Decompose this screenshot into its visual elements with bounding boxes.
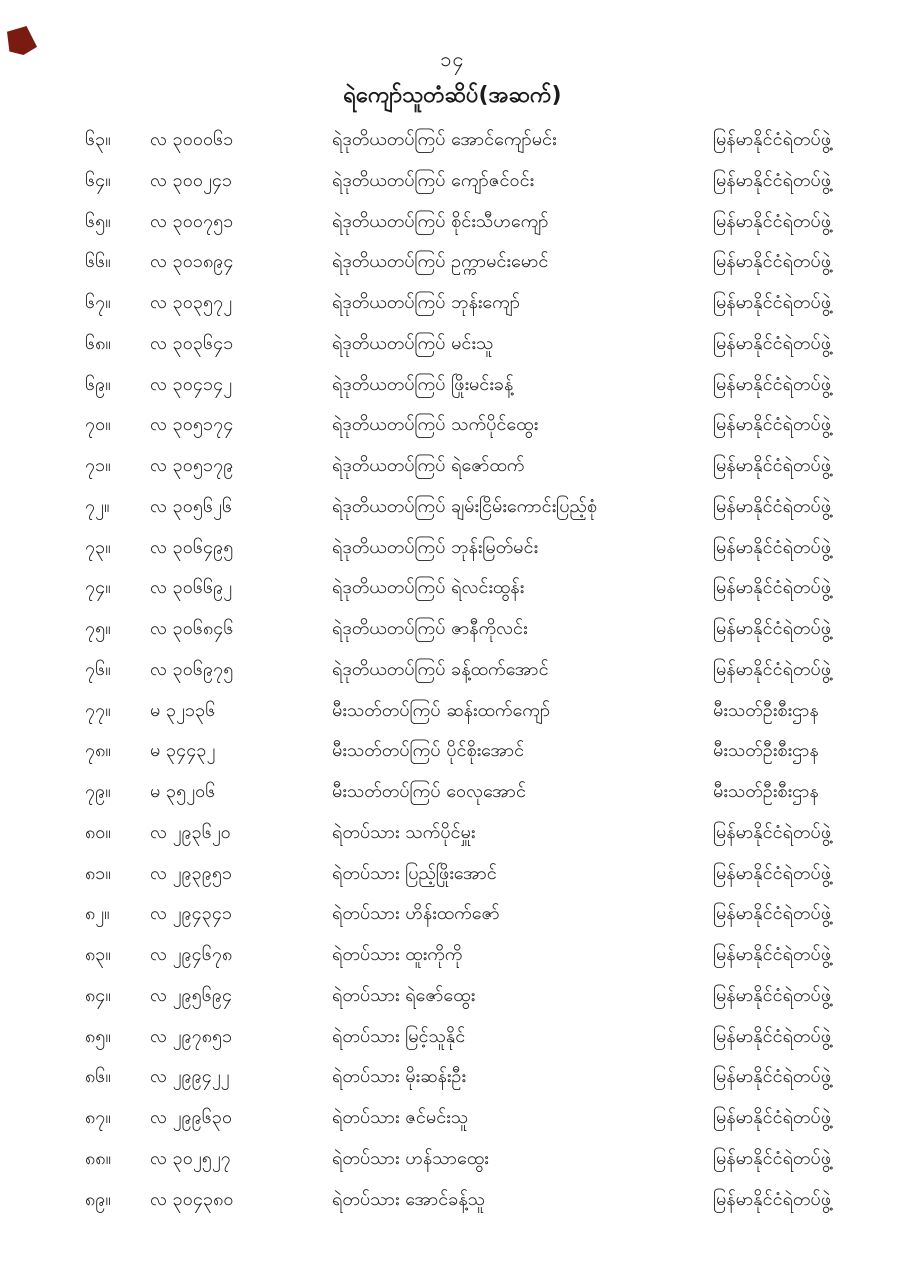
table-row: [0, 446, 905, 487]
row-service-code: လ ၃၀၆၄၉၅: [150, 536, 234, 558]
row-service-code: လ ၂၉၉၆၃၀: [150, 1107, 233, 1128]
row-service-code: လ ၃၀၆၈၄၆: [150, 618, 234, 639]
row-serial-number: ၈၀။: [85, 821, 111, 843]
row-rank-and-name: ရဲဒုတိယတပ်ကြပ် ကျော်ဇင်ဝင်း: [332, 169, 535, 191]
row-serial-number: ၇၃။: [85, 536, 111, 558]
row-organization: မြန်မာနိုင်ငံရဲတပ်ဖွဲ့: [713, 455, 831, 476]
table-row: [0, 161, 905, 202]
row-organization: မြန်မာနိုင်ငံရဲတပ်ဖွဲ့: [713, 536, 831, 558]
row-organization: မြန်မာနိုင်ငံရဲတပ်ဖွဲ့: [713, 373, 831, 395]
row-rank-and-name: ရဲတပ်သား ဟိန်းထက်ဇော်: [332, 903, 500, 925]
row-organization: မြန်မာနိုင်ငံရဲတပ်ဖွဲ့: [713, 1107, 831, 1128]
row-rank-and-name: ရဲဒုတိယတပ်ကြပ် ချမ်းငြိမ်းကောင်းပြည့်စုံ: [332, 495, 597, 517]
row-serial-number: ၈၇။: [85, 1107, 111, 1128]
row-organization: မြန်မာနိုင်ငံရဲတပ်ဖွဲ့: [713, 658, 831, 680]
row-service-code: လ ၂၉၅၆၉၄: [150, 984, 233, 1006]
table-row: [0, 487, 905, 528]
row-rank-and-name: ရဲဒုတိယတပ်ကြပ် ရဲလင်းထွန်း: [332, 577, 525, 599]
row-service-code: လ ၃၀၂၅၂၇: [150, 1147, 231, 1169]
row-service-code: မ ၃၂၁၃၆: [150, 699, 216, 721]
roll-table: [0, 120, 905, 1220]
row-organization: မြန်မာနိုင်ငံရဲတပ်ဖွဲ့: [713, 495, 831, 517]
row-service-code: လ ၃၀၄၁၄၂: [150, 373, 233, 395]
table-row: [0, 405, 905, 446]
row-service-code: မ ၃၅၂၀၆: [150, 781, 216, 802]
row-serial-number: ၆၆။: [85, 251, 111, 273]
row-organization: မြန်မာနိုင်ငံရဲတပ်ဖွဲ့: [713, 1025, 831, 1047]
row-serial-number: ၇၉။: [85, 781, 111, 802]
row-service-code: လ ၂၉၇၈၅၁: [150, 1025, 233, 1047]
row-serial-number: ၈၂။: [85, 903, 110, 925]
row-service-code: လ ၃၀၅၁၇၉: [150, 455, 234, 476]
table-row: [0, 1180, 905, 1221]
row-rank-and-name: မီးသတ်တပ်ကြပ် ပိုင်စိုးအောင်: [332, 740, 525, 762]
row-rank-and-name: ရဲတပ်သား ပြည့်ဖြိုးအောင်: [332, 862, 497, 884]
row-service-code: လ ၃၀၄၃၈၀: [150, 1188, 234, 1210]
row-rank-and-name: ရဲတပ်သား အောင်ခန့်သူ: [332, 1188, 486, 1210]
row-rank-and-name: ရဲဒုတိယတပ်ကြပ် ဘုန်းကျော်: [332, 292, 520, 313]
row-serial-number: ၆၃။: [85, 129, 111, 150]
table-row: [0, 202, 905, 243]
row-service-code: လ ၂၉၄၆၇၈: [150, 944, 233, 965]
row-serial-number: ၈၁။: [85, 862, 111, 884]
row-organization: မြန်မာနိုင်ငံရဲတပ်ဖွဲ့: [713, 169, 831, 191]
row-rank-and-name: ရဲတပ်သား ဟန်သာထွေး: [332, 1147, 489, 1169]
row-rank-and-name: ရဲတပ်သား မိုးဆန်းဦး: [332, 1066, 466, 1088]
row-service-code: လ ၃၀၀၀၆၁: [150, 129, 234, 150]
table-row: [0, 1139, 905, 1180]
row-organization: မြန်မာနိုင်ငံရဲတပ်ဖွဲ့: [713, 862, 831, 884]
row-serial-number: ၇၀။: [85, 414, 111, 436]
table-row: [0, 894, 905, 935]
table-row: [0, 691, 905, 732]
row-service-code: လ ၂၉၃၆၂၀: [150, 821, 231, 843]
row-service-code: လ ၂၉၄၃၄၁: [150, 903, 233, 925]
row-service-code: လ ၃၀၆၉၇၅: [150, 658, 234, 680]
row-organization: မီးသတ်ဦးစီးဌာန: [713, 699, 819, 721]
row-serial-number: ၈၆။: [85, 1066, 111, 1088]
table-row: [0, 324, 905, 365]
table-row: [0, 935, 905, 976]
row-organization: မြန်မာနိုင်ငံရဲတပ်ဖွဲ့: [713, 984, 831, 1006]
row-service-code: လ ၂၉၉၄၂၂: [150, 1066, 230, 1088]
table-row: [0, 1017, 905, 1058]
row-service-code: လ ၃၀၅၆၂၆: [150, 495, 233, 517]
table-row: [0, 772, 905, 813]
row-rank-and-name: ရဲဒုတိယတပ်ကြပ် ဖြိုးမင်းခန့်: [332, 373, 514, 395]
row-organization: မီးသတ်ဦးစီးဌာန: [713, 740, 819, 762]
row-serial-number: ၆၅။: [85, 210, 111, 232]
row-organization: မြန်မာနိုင်ငံရဲတပ်ဖွဲ့: [713, 292, 831, 313]
row-service-code: လ ၃၀၅၁၇၄: [150, 414, 234, 436]
row-rank-and-name: ရဲဒုတိယတပ်ကြပ် စိုင်းသီဟကျော်: [332, 210, 549, 232]
row-organization: မြန်မာနိုင်ငံရဲတပ်ဖွဲ့: [713, 944, 831, 965]
row-service-code: လ ၃၀၀၇၅၁: [150, 210, 234, 232]
row-serial-number: ၈၃။: [85, 944, 111, 965]
table-row: [0, 976, 905, 1017]
row-serial-number: ၇၅။: [85, 618, 111, 639]
row-serial-number: ၈၅။: [85, 1025, 111, 1047]
row-rank-and-name: ရဲဒုတိယတပ်ကြပ် ဇာနီကိုလင်း: [332, 618, 528, 639]
row-service-code: မ ၃၄၄၃၂: [150, 740, 216, 762]
row-rank-and-name: ရဲတပ်သား မြင့်သူနိုင်: [332, 1025, 466, 1047]
table-row: [0, 528, 905, 569]
row-serial-number: ၇၆။: [85, 658, 111, 680]
table-row: [0, 1098, 905, 1139]
table-row: [0, 283, 905, 324]
table-row: [0, 120, 905, 161]
row-rank-and-name: ရဲတပ်သား ရဲဇော်ထွေး: [332, 984, 476, 1006]
row-serial-number: ၆၄။: [85, 169, 111, 191]
table-row: [0, 1057, 905, 1098]
row-service-code: လ ၃၀၃၅၇၂: [150, 292, 233, 313]
row-serial-number: ၇၇။: [85, 699, 111, 721]
row-rank-and-name: ရဲဒုတိယတပ်ကြပ် ဥက္ကာမင်းမောင်: [332, 251, 549, 273]
row-rank-and-name: မီးသတ်တပ်ကြပ် ဆန်းထက်ကျော်: [332, 699, 551, 721]
row-organization: မြန်မာနိုင်ငံရဲတပ်ဖွဲ့: [713, 618, 831, 639]
row-serial-number: ၇၈။: [85, 740, 111, 762]
row-organization: မြန်မာနိုင်ငံရဲတပ်ဖွဲ့: [713, 821, 831, 843]
row-serial-number: ၇၄။: [85, 577, 111, 599]
row-organization: မြန်မာနိုင်ငံရဲတပ်ဖွဲ့: [713, 210, 831, 232]
row-organization: မြန်မာနိုင်ငံရဲတပ်ဖွဲ့: [713, 129, 831, 150]
row-serial-number: ၆၇။: [85, 292, 111, 313]
row-rank-and-name: ရဲဒုတိယတပ်ကြပ် မင်းသူ: [332, 332, 494, 354]
row-rank-and-name: ရဲတပ်သား ဇင်မင်းသူ: [332, 1107, 469, 1128]
row-serial-number: ၈၉။: [85, 1188, 111, 1210]
row-serial-number: ၇၁။: [85, 455, 111, 476]
row-service-code: လ ၃၀၁၈၉၄: [150, 251, 234, 273]
row-organization: မြန်မာနိုင်ငံရဲတပ်ဖွဲ့: [713, 414, 831, 436]
row-organization: မြန်မာနိုင်ငံရဲတပ်ဖွဲ့: [713, 1147, 831, 1169]
row-rank-and-name: ရဲဒုတိယတပ်ကြပ် သက်ပိုင်ထွေး: [332, 414, 539, 436]
row-organization: မြန်မာနိုင်ငံရဲတပ်ဖွဲ့: [713, 577, 831, 599]
row-rank-and-name: ရဲဒုတိယတပ်ကြပ် အောင်ကျော်မင်း: [332, 129, 557, 150]
row-serial-number: ၈၄။: [85, 984, 111, 1006]
table-row: [0, 854, 905, 895]
row-organization: မြန်မာနိုင်ငံရဲတပ်ဖွဲ့: [713, 903, 831, 925]
row-service-code: လ ၃၀၃၆၄၁: [150, 332, 234, 354]
table-row: [0, 242, 905, 283]
table-row: [0, 731, 905, 772]
row-serial-number: ၆၉။: [85, 373, 111, 395]
row-service-code: လ ၂၉၃၉၅၁: [150, 862, 233, 884]
page-title: ရဲကျော်သူတံဆိပ်(အဆက်): [343, 83, 562, 108]
row-rank-and-name: မီးသတ်တပ်ကြပ် ဝေလုအောင်: [332, 781, 526, 802]
row-organization: မီးသတ်ဦးစီးဌာန: [713, 781, 819, 802]
row-service-code: လ ၃၀၆၆၉၂: [150, 577, 233, 599]
table-row: [0, 813, 905, 854]
row-organization: မြန်မာနိုင်ငံရဲတပ်ဖွဲ့: [713, 332, 831, 354]
row-rank-and-name: ရဲဒုတိယတပ်ကြပ် ဘုန်းမြတ်မင်း: [332, 536, 539, 558]
row-serial-number: ၆၈။: [85, 332, 111, 354]
table-row: [0, 609, 905, 650]
table-row: [0, 568, 905, 609]
table-row: [0, 650, 905, 691]
row-serial-number: ၇၂။: [85, 495, 110, 517]
row-organization: မြန်မာနိုင်ငံရဲတပ်ဖွဲ့: [713, 1188, 831, 1210]
row-organization: မြန်မာနိုင်ငံရဲတပ်ဖွဲ့: [713, 251, 831, 273]
row-organization: မြန်မာနိုင်ငံရဲတပ်ဖွဲ့: [713, 1066, 831, 1088]
row-rank-and-name: ရဲတပ်သား သက်ပိုင်မှူး: [332, 821, 476, 843]
row-service-code: လ ၃၀၀၂၄၁: [150, 169, 233, 191]
row-rank-and-name: ရဲဒုတိယတပ်ကြပ် ခန့်ထက်အောင်: [332, 658, 549, 680]
page-number: ၁၄: [440, 47, 465, 71]
row-rank-and-name: ရဲတပ်သား ထူးကိုကို: [332, 944, 463, 965]
row-serial-number: ၈၈။: [85, 1147, 112, 1169]
table-row: [0, 365, 905, 406]
row-rank-and-name: ရဲဒုတိယတပ်ကြပ် ရဲဇော်ထက်: [332, 455, 525, 476]
